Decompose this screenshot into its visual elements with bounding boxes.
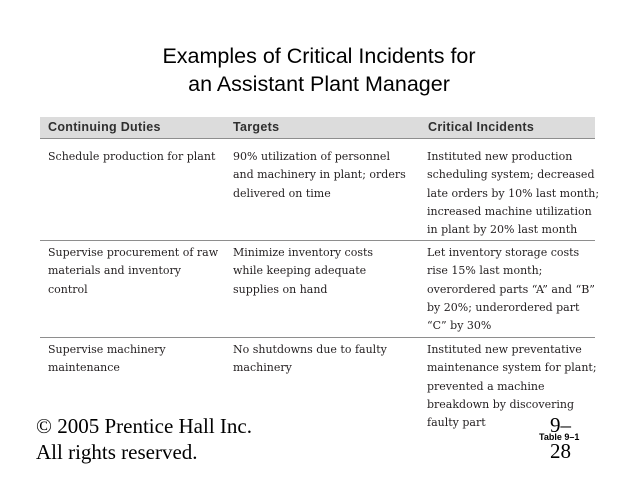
row-1-target-line: and machinery in plant; orders [233,168,406,182]
slide-title [0,42,638,98]
row-1-duty-line: Schedule production for plant [48,150,216,163]
row-2-target-line: supplies on hand [233,282,328,296]
row-2-incident-line: by 20%; underordered part [427,300,580,314]
row-2-incident [427,244,602,335]
copyright-line-2: All rights reserved. [36,440,198,464]
row-3-incident [427,341,602,432]
row-3-incident-line: faulty part [427,416,486,430]
row-1-incident-line: Instituted new production [427,150,573,163]
row-3-duty [48,341,223,378]
row-3-duty-line: maintenance [48,361,120,375]
row-3-incident-line: prevented a machine [427,379,545,393]
header-targets: Targets [233,120,280,134]
row-3-incident-line: maintenance system for plant; [427,361,597,375]
row-3-target-line: No shutdowns due to faulty [233,343,387,356]
row-2-target [233,244,418,299]
chapter-number: 9– [550,413,571,437]
title-line-1: Examples of Critical Incidents for [162,44,476,68]
row-3-incident-line: Instituted new preventative [427,343,582,356]
row-2-duty-line: Supervise procurement of raw [48,246,219,259]
table-label: Table 9–1 [539,432,580,442]
header-continuing-duties: Continuing Duties [48,120,161,134]
row-3-duty-line: Supervise machinery [48,343,166,356]
page-number: 28 [550,439,571,463]
row-2-incident-line: rise 15% last month; [427,264,543,278]
row-3-target-line: machinery [233,361,292,375]
row-2-target-line: while keeping adequate [233,264,367,278]
title-line-2: an Assistant Plant Manager [188,72,450,96]
row-2-incident-line: Let inventory storage costs [427,246,580,259]
copyright-notice [36,413,252,465]
row-2-target-line: Minimize inventory costs [233,246,374,259]
row-3-target [233,341,418,378]
row-2-duty [48,244,223,299]
row-1-target-line: delivered on time [233,186,331,200]
row-divider [40,240,595,241]
row-divider [40,337,595,338]
row-2-duty-line: materials and inventory [48,264,182,278]
row-1-target [233,148,418,203]
row-1-incident-line: in plant by 20% last month [427,223,578,237]
header-critical-incidents: Critical Incidents [428,120,535,134]
row-1-incident-line: scheduling system; decreased [427,168,595,182]
row-2-duty-line: control [48,282,88,296]
row-1-target-line: 90% utilization of personnel [233,150,390,163]
row-2-incident-line: “C” by 30% [427,319,492,333]
row-1-incident-line: increased machine utilization [427,204,592,218]
row-1-duty [48,148,223,166]
row-1-incident-line: late orders by 10% last month; [427,186,600,200]
copyright-line-1: © 2005 Prentice Hall Inc. [36,414,252,438]
row-2-incident-line: overordered parts “A” and “B” [427,282,595,296]
row-3-incident-line: breakdown by discovering [427,397,575,411]
row-1-incident [427,148,602,239]
